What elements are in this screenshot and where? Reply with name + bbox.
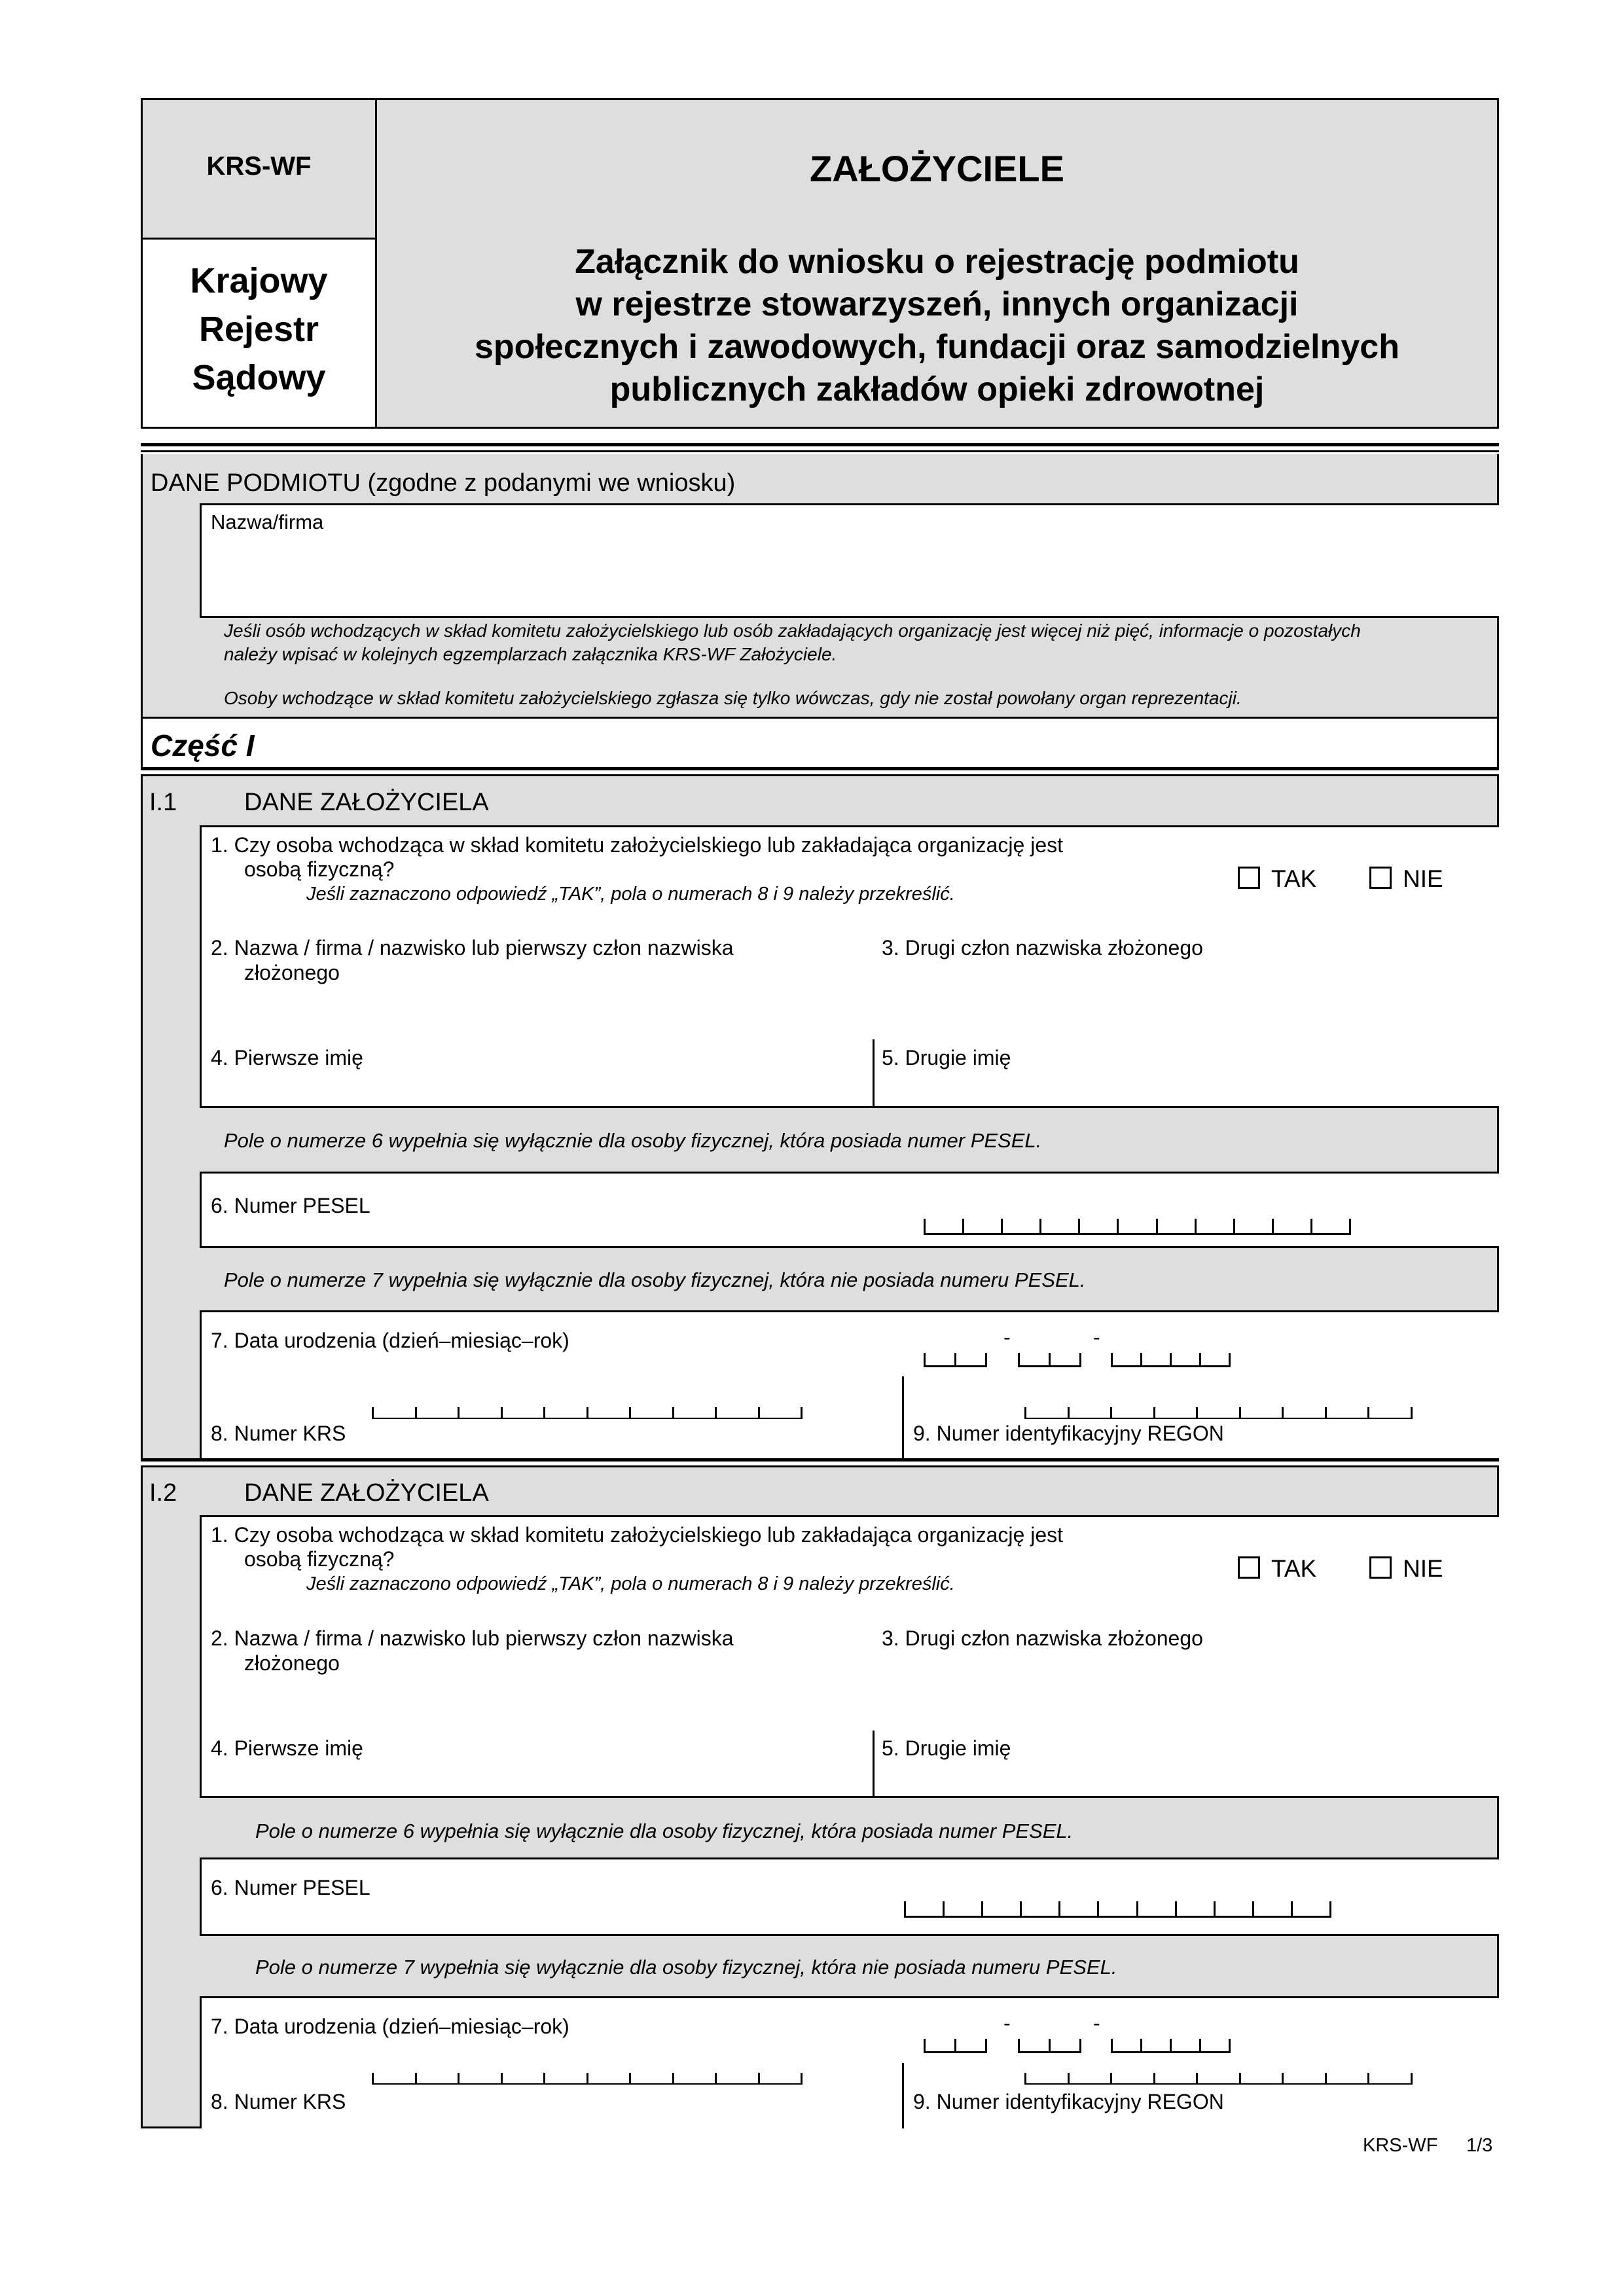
digit-separator xyxy=(372,1407,374,1418)
digit-separator xyxy=(904,1901,906,1916)
digit-separator xyxy=(501,1407,503,1418)
digit-separator xyxy=(1349,1219,1351,1233)
part-title: Część I xyxy=(151,728,255,762)
digit-separator xyxy=(415,1407,417,1418)
q1-text-line-1: 1. Czy osoba wchodząca w skład komitetu założycielskiego lub zakładająca organizację jest xyxy=(211,833,1063,857)
founder-heading-1: DANE ZAŁOŻYCIELA xyxy=(244,789,489,816)
birth-note: Pole o numerze 7 wypełnia się wyłącznie dla osoby fizycznej, która nie posiada numeru PESEL. xyxy=(224,1268,1086,1291)
krs-digit-boxes[interactable] xyxy=(372,2073,803,2085)
digit-separator xyxy=(715,2073,717,2083)
digit-separator xyxy=(586,2073,588,2083)
entity-note-2: Osoby wchodzące w skład komitetu założycielskiego zgłasza się tylko wówczas, gdy nie został powołany organ reprezentacji. xyxy=(224,688,1242,708)
subtitle-line-4: publicznych zakładów opieki zdrowotnej xyxy=(609,370,1265,408)
entity-name-label: Nazwa/firma xyxy=(211,511,324,533)
footer-page-number: 1/3 xyxy=(1466,2135,1493,2156)
birth-day-boxes[interactable] xyxy=(924,2039,987,2053)
pesel-digit-boxes[interactable] xyxy=(924,1219,1351,1235)
surname-label-line-2: złożonego xyxy=(244,961,340,984)
digit-separator xyxy=(415,2073,417,2083)
yes-checkbox[interactable] xyxy=(1238,1556,1260,1579)
digit-separator xyxy=(1199,1353,1201,1365)
digit-separator xyxy=(801,2073,803,2083)
founder-number-1: I.1 xyxy=(149,789,177,816)
birth-year-boxes[interactable] xyxy=(1111,1353,1231,1367)
digit-separator xyxy=(1175,1901,1177,1916)
digit-separator xyxy=(1111,2039,1113,2051)
digit-separator xyxy=(1325,1407,1327,1418)
founder-heading-2: DANE ZAŁOŻYCIELA xyxy=(244,1479,489,1507)
digit-separator xyxy=(1078,1219,1080,1233)
digit-separator xyxy=(1039,1219,1041,1233)
digit-separator xyxy=(1110,2073,1112,2083)
yes-label: TAK xyxy=(1271,865,1317,892)
digit-separator xyxy=(1068,1407,1070,1418)
digit-separator xyxy=(1024,2073,1026,2083)
surname-label-line-1: 2. Nazwa / firma / nazwisko lub pierwszy człon nazwiska xyxy=(211,936,734,960)
digit-separator xyxy=(981,1901,983,1916)
digit-separator xyxy=(1229,1353,1231,1365)
surname-label-line-2: złożonego xyxy=(244,1651,340,1675)
digit-separator xyxy=(1196,1407,1198,1418)
date-separator: - xyxy=(1093,2011,1100,2035)
date-separator: - xyxy=(1093,1325,1100,1349)
date-separator: - xyxy=(1003,2011,1011,2035)
digit-separator xyxy=(1170,1353,1172,1365)
second-name-label: 5. Drugie imię xyxy=(882,1736,1011,1760)
krs-label: 8. Numer KRS xyxy=(211,2090,346,2113)
digit-separator xyxy=(1291,1901,1293,1916)
digit-separator xyxy=(1117,1219,1119,1233)
digit-separator xyxy=(1024,1407,1026,1418)
digit-separator xyxy=(1049,1353,1051,1365)
digit-separator xyxy=(1329,1901,1331,1916)
digit-separator xyxy=(801,1407,803,1418)
birth-month-boxes[interactable] xyxy=(1018,2039,1081,2053)
digit-separator xyxy=(954,1353,956,1365)
first-name-label: 4. Pierwsze imię xyxy=(211,1736,363,1760)
digit-separator xyxy=(1110,1407,1112,1418)
regon-label: 9. Numer identyfikacyjny REGON xyxy=(913,1422,1224,1445)
digit-separator xyxy=(1239,1407,1241,1418)
entity-name-field[interactable] xyxy=(200,503,1499,618)
regon-digit-boxes[interactable] xyxy=(1024,2073,1413,2085)
digit-separator xyxy=(1195,1219,1197,1233)
digit-separator xyxy=(1282,2073,1284,2083)
digit-separator xyxy=(943,1901,945,1916)
digit-separator xyxy=(962,1219,964,1233)
birth-month-boxes[interactable] xyxy=(1018,1353,1081,1367)
subtitle-line-1: Załącznik do wniosku o rejestrację podmiotu xyxy=(575,243,1299,281)
digit-separator xyxy=(1156,1219,1158,1233)
entity-heading: DANE PODMIOTU (zgodne z podanymi we wniosku) xyxy=(151,469,736,497)
digit-separator xyxy=(629,2073,631,2083)
first-name-field[interactable] xyxy=(200,1037,1499,1108)
digit-separator xyxy=(715,1407,717,1418)
digit-separator xyxy=(1325,2073,1327,2083)
digit-separator xyxy=(672,1407,674,1418)
digit-separator xyxy=(501,2073,503,2083)
digit-separator xyxy=(924,2039,926,2051)
digit-separator xyxy=(1018,1353,1020,1365)
digit-separator xyxy=(1153,2073,1155,2083)
digit-separator xyxy=(1018,2039,1020,2051)
part-header xyxy=(141,719,1499,768)
birth-date-label: 7. Data urodzenia (dzień–miesiąc–rok) xyxy=(211,2015,569,2038)
entity-note-line-2: należy wpisać w kolejnych egzemplarzach załącznika KRS-WF Założyciele. xyxy=(224,644,837,664)
digit-separator xyxy=(1199,2039,1201,2051)
digit-separator xyxy=(1239,2073,1241,2083)
digit-separator xyxy=(1140,1353,1142,1365)
pesel-field[interactable] xyxy=(200,1172,1499,1248)
registry-name-line-1: Krajowy xyxy=(190,261,328,300)
subtitle-line-2: w rejestrze stowarzyszeń, innych organizacji xyxy=(575,285,1299,323)
digit-separator xyxy=(1111,1353,1113,1365)
q1-note: Jeśli zaznaczono odpowiedź „TAK”, pola o numerach 8 i 9 należy przekreślić. xyxy=(306,884,955,905)
digit-separator xyxy=(1411,1407,1413,1418)
digit-separator xyxy=(1282,1407,1284,1418)
registry-name-line-3: Sądowy xyxy=(192,358,326,397)
digit-separator xyxy=(1058,1901,1060,1916)
digit-separator xyxy=(1001,1219,1003,1233)
no-label: NIE xyxy=(1403,1555,1443,1582)
birth-day-boxes[interactable] xyxy=(924,1353,987,1367)
entity-note-line-1: Jeśli osób wchodzących w skład komitetu założycielskiego lub osób zakładających organizację jest więcej niż pięć, informacje o pozostałych xyxy=(224,620,1361,641)
registry-name-line-2: Rejestr xyxy=(198,310,319,349)
footer-form-code: KRS-WF xyxy=(1363,2135,1438,2156)
second-surname-label: 3. Drugi człon nazwiska złożonego xyxy=(882,936,1203,960)
regon-label: 9. Numer identyfikacyjny REGON xyxy=(913,2090,1224,2113)
digit-separator xyxy=(1252,1901,1254,1916)
yes-label: TAK xyxy=(1271,1555,1317,1582)
digit-separator xyxy=(1079,1353,1081,1365)
digit-separator xyxy=(1068,2073,1070,2083)
digit-separator xyxy=(1367,1407,1369,1418)
no-checkbox[interactable] xyxy=(1369,867,1392,889)
digit-separator xyxy=(1020,1901,1022,1916)
pesel-field[interactable] xyxy=(200,1857,1499,1936)
digit-separator xyxy=(1196,2073,1198,2083)
digit-separator xyxy=(1170,2039,1172,2051)
digit-separator xyxy=(543,1407,545,1418)
no-checkbox[interactable] xyxy=(1369,1556,1392,1579)
digit-separator xyxy=(924,1353,926,1365)
digit-separator xyxy=(924,1219,926,1233)
no-label: NIE xyxy=(1403,865,1443,892)
q1-note: Jeśli zaznaczono odpowiedź „TAK”, pola o numerach 8 i 9 należy przekreślić. xyxy=(306,1573,955,1594)
pesel-note: Pole o numerze 6 wypełnia się wyłącznie dla osoby fizycznej, która posiada numer PESEL. xyxy=(224,1129,1042,1152)
regon-digit-boxes[interactable] xyxy=(1024,1407,1413,1419)
digit-separator xyxy=(1272,1219,1274,1233)
digit-separator xyxy=(543,2073,545,2083)
digit-separator xyxy=(1097,1901,1099,1916)
digit-separator xyxy=(1153,1407,1155,1418)
digit-separator xyxy=(758,2073,760,2083)
digit-separator xyxy=(372,2073,374,2083)
pesel-digit-boxes[interactable] xyxy=(904,1901,1331,1918)
digit-separator xyxy=(1049,2039,1051,2051)
krs-digit-boxes[interactable] xyxy=(372,1407,803,1419)
form-title: ZAŁOŻYCIELE xyxy=(810,148,1064,189)
digit-separator xyxy=(758,1407,760,1418)
q1-text-line-1: 1. Czy osoba wchodząca w skład komitetu założycielskiego lub zakładająca organizację jest xyxy=(211,1523,1063,1547)
digit-separator xyxy=(985,1353,987,1365)
digit-separator xyxy=(458,2073,460,2083)
digit-separator xyxy=(1233,1219,1235,1233)
digit-separator xyxy=(586,1407,588,1418)
date-separator: - xyxy=(1003,1325,1011,1349)
digit-separator xyxy=(1367,2073,1369,2083)
first-name-label: 4. Pierwsze imię xyxy=(211,1046,363,1069)
surname-label-line-1: 2. Nazwa / firma / nazwisko lub pierwszy człon nazwiska xyxy=(211,1626,734,1650)
yes-checkbox[interactable] xyxy=(1238,867,1260,889)
digit-separator xyxy=(672,2073,674,2083)
q1-text-line-2: osobą fizyczną? xyxy=(244,1547,395,1571)
digit-separator xyxy=(1310,1219,1312,1233)
digit-separator xyxy=(458,1407,460,1418)
birth-note: Pole o numerze 7 wypełnia się wyłącznie dla osoby fizycznej, która nie posiada numeru PESEL. xyxy=(255,1956,1117,1979)
pesel-label: 6. Numer PESEL xyxy=(211,1876,370,1899)
subtitle-line-3: społecznych i zawodowych, fundacji oraz samodzielnych xyxy=(475,328,1399,366)
pesel-note: Pole o numerze 6 wypełnia się wyłącznie dla osoby fizycznej, która posiada numer PESEL. xyxy=(255,1820,1074,1842)
krs-label: 8. Numer KRS xyxy=(211,1422,346,1445)
digit-separator xyxy=(985,2039,987,2051)
second-surname-label: 3. Drugi człon nazwiska złożonego xyxy=(882,1626,1203,1650)
digit-separator xyxy=(1214,1901,1216,1916)
digit-separator xyxy=(954,2039,956,2051)
digit-separator xyxy=(1411,2073,1413,2083)
birth-year-boxes[interactable] xyxy=(1111,2039,1231,2053)
digit-separator xyxy=(1136,1901,1138,1916)
founder-number-2: I.2 xyxy=(149,1479,177,1507)
birth-date-label: 7. Data urodzenia (dzień–miesiąc–rok) xyxy=(211,1329,569,1352)
digit-separator xyxy=(1079,2039,1081,2051)
digit-separator xyxy=(1140,2039,1142,2051)
digit-separator xyxy=(1229,2039,1231,2051)
pesel-label: 6. Numer PESEL xyxy=(211,1194,370,1217)
q1-text-line-2: osobą fizyczną? xyxy=(244,857,395,881)
second-name-label: 5. Drugie imię xyxy=(882,1046,1011,1069)
digit-separator xyxy=(629,1407,631,1418)
first-name-field[interactable] xyxy=(200,1729,1499,1798)
form-code: KRS-WF xyxy=(206,152,312,181)
